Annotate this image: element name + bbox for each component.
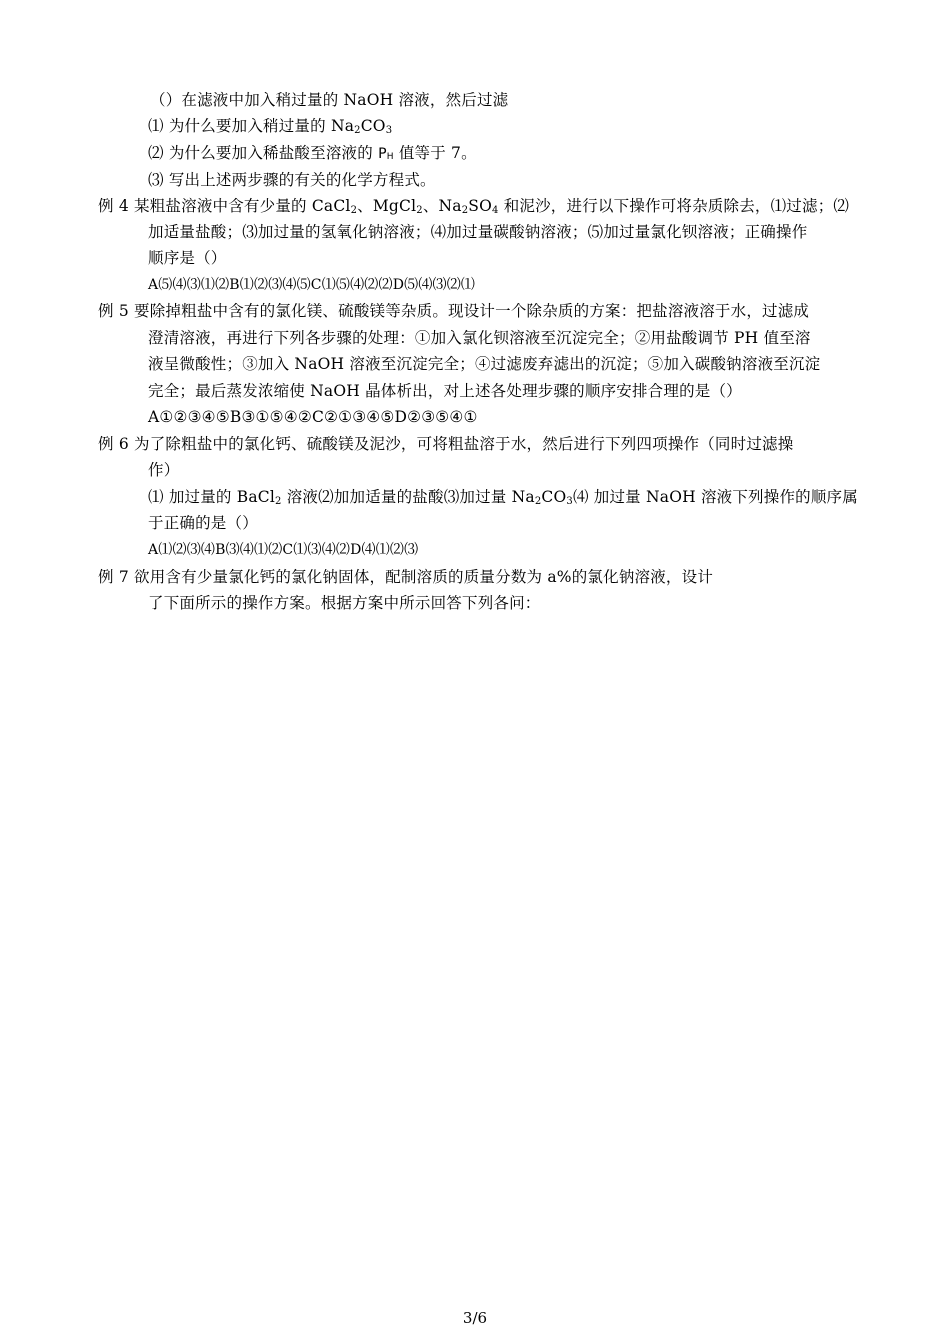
example-6-options: [148, 537, 418, 563]
text: SO: [468, 197, 493, 215]
text: ⑶ 写出上述两步骤的有关的化学方程式。: [148, 171, 436, 189]
text: 例 5 要除掉粗盐中含有的氯化镁、硫酸镁等杂质。现设计一个除杂质的方案：把盐溶液溶于水，过滤成: [98, 302, 810, 320]
text: 例 7 欲用含有少量氯化钙的氯化钠固体，配制溶质的质量分数为 a%的氯化钠溶液，设计: [98, 568, 714, 586]
example-6-line-1: [98, 431, 793, 457]
text: 、Na: [422, 197, 462, 215]
example-6-line-3: [148, 484, 858, 510]
question-2: [148, 140, 477, 170]
question-3: [148, 167, 436, 193]
example-5-line-4: [148, 378, 742, 404]
text: 例 6 为了除粗盐中的氯化钙、硫酸镁及泥沙，可将粗盐溶于水，然后进行下列四项操作（同时过滤操: [98, 435, 794, 453]
ph-symbol: P: [378, 146, 387, 162]
text: 澄清溶液，再进行下列各步骤的处理：①加入氯化钡溶液至沉淀完全；②用盐酸调节 PH 值至溶: [148, 329, 811, 347]
text: 完全；最后蒸发浓缩使 NaOH 晶体析出，对上述各处理步骤的顺序安排合理的是（）: [148, 382, 742, 400]
text: A⑴⑵⑶⑷B⑶⑷⑴⑵C⑴⑶⑷⑵D⑷⑴⑵⑶: [148, 542, 419, 558]
example-6-line-2: [148, 457, 179, 483]
text: 加适量盐酸；⑶加过量的氢氧化钠溶液；⑷加过量碳酸钠溶液；⑸加过量氯化钡溶液；正确操作: [148, 223, 808, 241]
ph-subscript: H: [386, 152, 394, 162]
example-5-options: [148, 404, 478, 430]
subscript: 3: [566, 496, 573, 507]
text: ⑷ 加过量 NaOH 溶液下列操作的顺序属: [572, 488, 858, 506]
text: 作）: [148, 461, 180, 479]
subscript: 2: [416, 205, 423, 216]
example-5-line-2: [148, 325, 811, 351]
text: 于正确的是（）: [148, 514, 258, 532]
subscript: 2: [350, 205, 358, 216]
text: 液呈微酸性；③加入 NaOH 溶液至沉淀完全；④过滤废弃滤出的沉淀；⑤加入碳酸钠溶液至沉淀: [148, 355, 821, 373]
text: ⑴ 加过量的 BaCl: [148, 488, 276, 506]
example-5-line-1: [98, 298, 809, 324]
text: CO: [360, 117, 386, 135]
text: 和泥沙，进行以下操作可将杂质除去，⑴过滤；⑵: [498, 197, 850, 215]
subscript: 2: [275, 496, 282, 507]
text: 值等于 7。: [393, 144, 477, 162]
example-5-line-3: [148, 351, 820, 377]
text: CO: [541, 488, 567, 506]
text: 、MgCl: [357, 197, 417, 215]
example-4-line-2: [148, 219, 807, 245]
text: 例 4 某粗盐溶液中含有少量的 CaCl: [98, 197, 351, 215]
text: （）在滤液中加入稍过量的 NaOH 溶液，然后过滤: [150, 91, 509, 109]
example-4-line-1: [98, 193, 849, 219]
text: ⑴ 为什么要加入稍过量的 Na: [148, 117, 355, 135]
step-add-naoh: [150, 87, 508, 113]
text: ⑵ 为什么要加入稀盐酸至溶液的: [148, 144, 379, 162]
example-4-line-3: [148, 245, 227, 271]
question-1: [148, 113, 392, 139]
example-4-options: [148, 272, 475, 298]
subscript: 4: [492, 205, 499, 216]
text: 顺序是（）: [148, 249, 227, 267]
subscript: 2: [534, 496, 542, 507]
example-7-line-1: [98, 564, 713, 590]
example-7-line-2: [148, 590, 541, 616]
example-6-line-4: [148, 510, 258, 536]
subscript: 3: [385, 125, 393, 136]
subscript: 2: [354, 125, 361, 136]
text: 了下面所示的操作方案。根据方案中所示回答下列各问：: [148, 594, 541, 612]
text: 溶液⑵加加适量的盐酸⑶加过量 Na: [281, 488, 535, 506]
text: A①②③④⑤B③①⑤④②C②①③④⑤D②③⑤④①: [148, 408, 478, 426]
subscript: 2: [461, 205, 469, 216]
text: A⑸⑷⑶⑴⑵B⑴⑵⑶⑷⑸C⑴⑸⑷⑵⑵D⑸⑷⑶⑵⑴: [148, 277, 476, 293]
page-number: 3/6: [462, 1309, 488, 1327]
